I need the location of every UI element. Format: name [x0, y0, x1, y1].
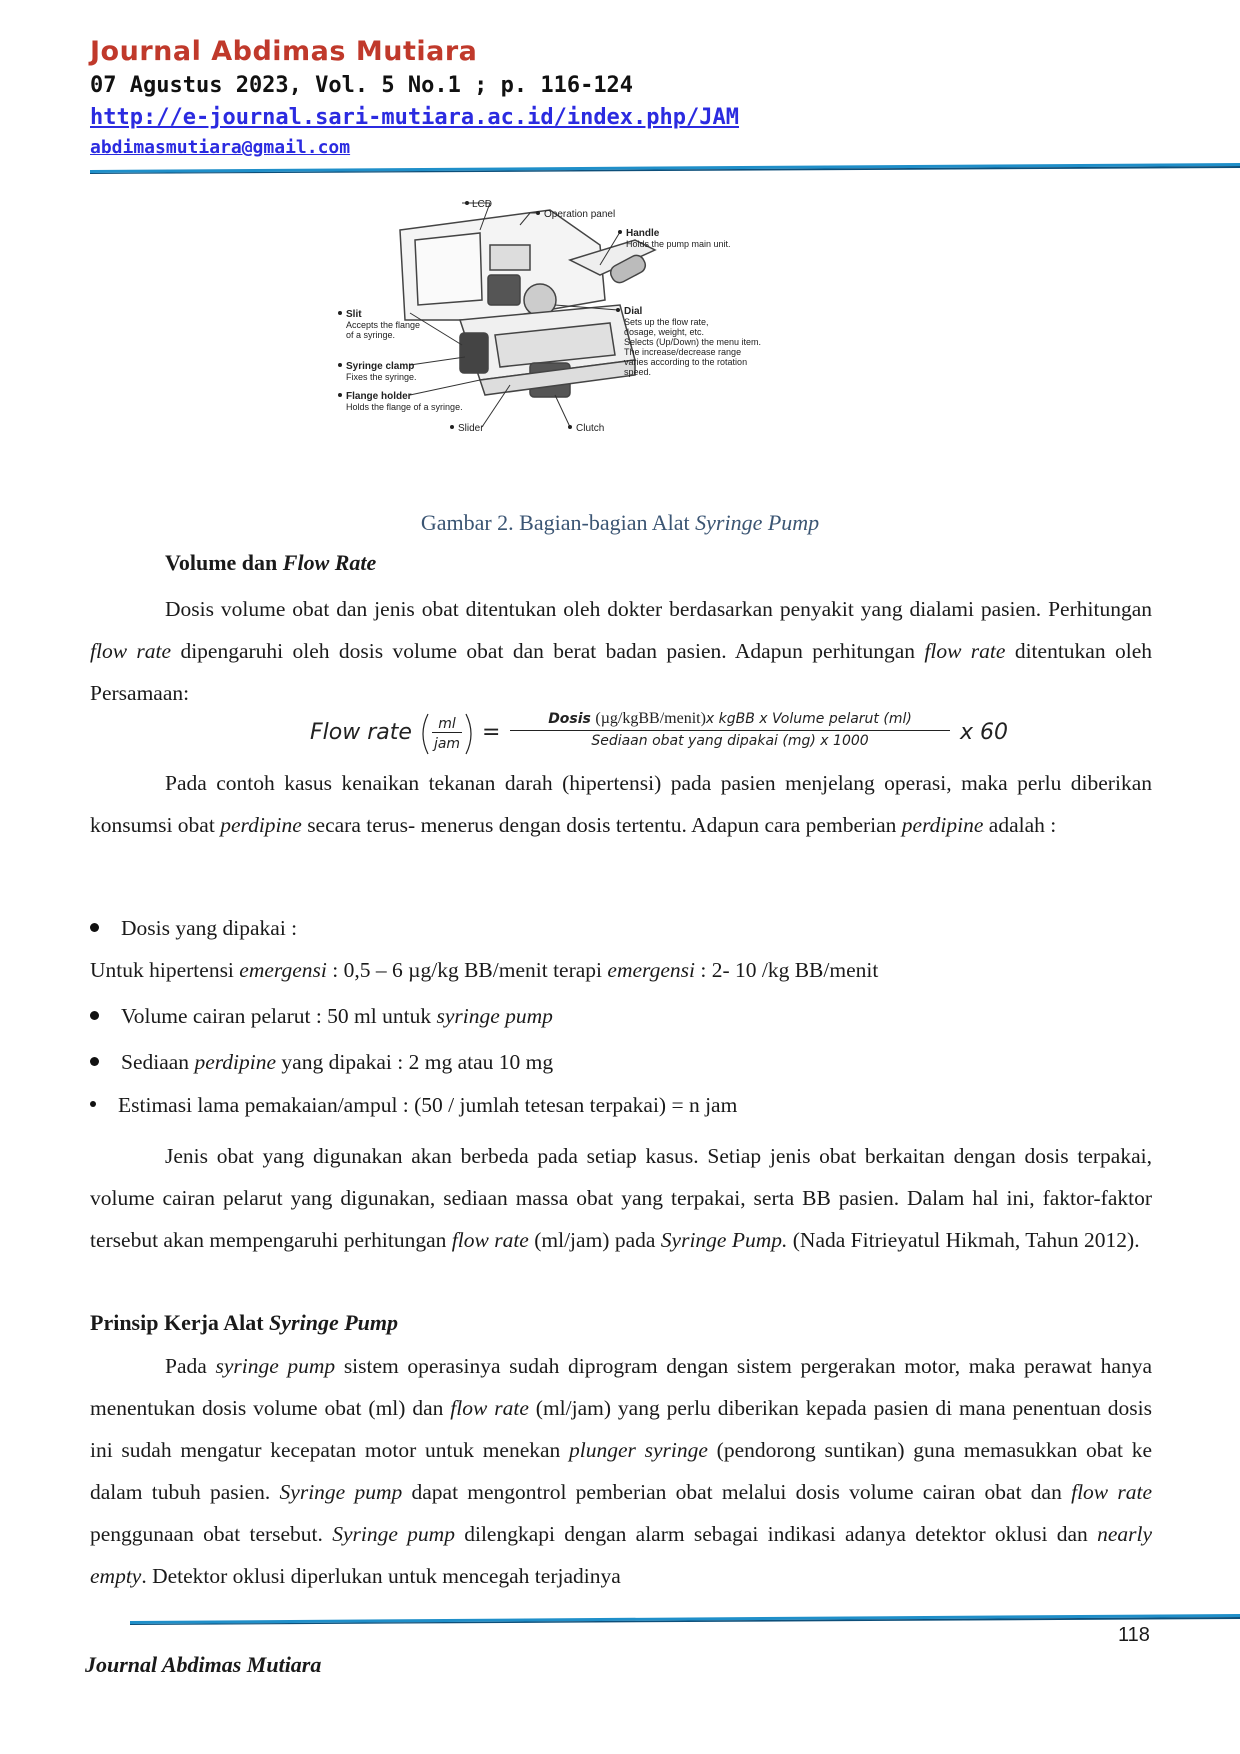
flow-rate-formula [310, 710, 1010, 760]
list-item-volume [90, 1000, 553, 1032]
label-handle: Handle [626, 228, 660, 239]
bullet-icon [90, 1057, 99, 1066]
paragraph-4 [90, 1345, 1152, 1597]
formula-denominator: Sediaan obat yang dipakai (mg) x 1000 [591, 733, 869, 749]
footer-journal-title: Journal Abdimas Mutiara [85, 1652, 322, 1677]
text-span: sistem operasinya sudah diprogram dengan sistem pergerakan motor, maka perawat hanya menentukan dosis volume obat (ml) dan [90, 1354, 1153, 1420]
label-slit: Slit [346, 309, 362, 320]
hipertensi-line [90, 954, 878, 986]
text-span: penggunaan obat tersebut. [90, 1522, 333, 1546]
label-flange-holder: Flange holder [346, 391, 412, 402]
section-heading-volume [165, 550, 376, 576]
paragraph-1 [90, 588, 1152, 714]
num-rest: x kgBB x Volume pelarut (ml) [705, 711, 912, 727]
heading-text: Prinsip Kerja Alat [90, 1310, 270, 1335]
list-item-sediaan [90, 1046, 553, 1078]
label-slit-desc-1: Accepts the flange [346, 320, 421, 330]
list-item-dosis [90, 912, 297, 944]
syringe-pump-diagram [346, 199, 870, 490]
text-italic: perdipine [901, 813, 984, 837]
text-italic: Syringe pump [279, 1480, 403, 1504]
journal-email-link[interactable]: abdimasmutiara@gmail.com [90, 137, 351, 158]
label-syringe-clamp-desc: Fixes the syringe. [346, 372, 417, 382]
text-italic: perdipine [194, 1050, 277, 1074]
bullet-icon [90, 1011, 99, 1020]
label-dial-desc-6: speed. [624, 367, 652, 377]
bullet-text: Dosis yang dipakai : [121, 916, 298, 940]
caption-text: Gambar 2. Bagian-bagian Alat [420, 510, 696, 535]
text-span: Pada contoh kasus kenaikan tekanan darah (hipertensi) pada pasien menjelang operasi, maka perlu diberikan konsumsi obat [90, 771, 1152, 837]
label-dial-desc-3: Selects (Up/Down) the menu item. [624, 337, 762, 347]
text-span: (ml/jam) pada [528, 1228, 661, 1252]
label-dial-desc-1: Sets up the flow rate, [624, 317, 709, 327]
text-span: (ml/jam) yang perlu diberikan kepada pasien di mana penentuan dosis ini sudah mengatur kecepatan motor untuk menekan [90, 1396, 1152, 1462]
label-dial-desc-4: The increase/decrease range [624, 347, 742, 357]
list-item-estimasi [90, 1089, 737, 1121]
text-span: Untuk hipertensi [90, 958, 240, 982]
label-dial-desc-5: varies according to the rotation [624, 357, 748, 367]
text-italic: flow rate [90, 639, 172, 663]
text-italic: Syringe pump [332, 1522, 455, 1546]
text-span: yang dipakai : 2 mg atau 10 mg [276, 1050, 554, 1074]
text-span: dipengaruhi oleh dosis volume obat dan berat badan pasien. Adapun perhitungan [171, 639, 925, 663]
label-slider: Slider [458, 423, 484, 434]
heading-italic: Syringe Pump [269, 1310, 399, 1335]
caption-italic: Syringe Pump [695, 510, 820, 535]
text-italic: plunger syringe [569, 1438, 708, 1462]
text-italic: flow rate [924, 639, 1006, 663]
text-span: adalah : [983, 813, 1057, 837]
formula-label: Flow rate [310, 720, 412, 745]
unit-denominator: jam [433, 736, 461, 752]
formula-equals: = [482, 720, 501, 745]
text-span: dapat mengontrol pemberian obat melalui dosis volume cairan obat dan [402, 1480, 1072, 1504]
journal-header [90, 34, 739, 162]
label-lcd: LCD [472, 199, 493, 210]
text-span: . Detektor oklusi diperlukan untuk mencegah terjadinya [141, 1564, 621, 1588]
text-span: Jenis obat yang digunakan akan berbeda pada setiap kasus. Setiap jenis obat berkaitan dengan dosis terpakai, volume cairan pelarut yang digunakan, sediaan massa obat yang terpakai, serta BB pasien. Dalam hal ini, faktor-faktor tersebut akan mempengaruhi perhitungan [90, 1144, 1152, 1252]
journal-title: Journal Abdimas Mutiara [90, 36, 478, 67]
section-heading-prinsip [90, 1310, 398, 1336]
text-italic: flow rate [450, 1396, 529, 1420]
label-operation-panel: Operation panel [544, 209, 616, 220]
heading-italic: Flow Rate [282, 550, 377, 575]
bullet-icon [90, 1101, 96, 1107]
figure-caption [0, 510, 1240, 536]
unit-numerator: ml [432, 716, 462, 733]
label-dial-desc-2: dosage, weight, etc. [624, 327, 705, 337]
text-span: secara terus- menerus dengan dosis tertentu. Adapun cara pemberian [301, 813, 902, 837]
label-clutch: Clutch [576, 423, 605, 434]
text-italic: emergensi [239, 958, 327, 982]
text-italic: syringe pump [215, 1354, 336, 1378]
bullet-icon [90, 923, 99, 932]
bullet-text: Estimasi lama pemakaian/ampul : (50 / jumlah tetesan terpakai) = n jam [118, 1093, 738, 1117]
page-number: 118 [1118, 1624, 1150, 1646]
footer-divider [0, 1611, 1240, 1625]
text-italic: perdipine [220, 813, 302, 837]
num-dosis: Dosis [548, 711, 591, 727]
heading-text: Volume dan [165, 550, 283, 575]
text-italic: nearly empty [90, 1522, 1153, 1588]
formula-numerator [510, 710, 950, 731]
label-flange-holder-desc: Holds the flange of a syringe. [346, 402, 463, 412]
issue-info: 07 Agustus 2023, Vol. 5 No.1 ; p. 116-124 [90, 73, 634, 98]
label-dial: Dial [624, 306, 643, 317]
formula-multiplier: x 60 [960, 720, 1009, 745]
paragraph-2 [90, 762, 1152, 846]
text-span: Dosis volume obat dan jenis obat ditentukan oleh dokter berdasarkan penyakit yang dialami pasien. Perhitungan [165, 597, 1152, 621]
text-span: ditentukan oleh Persamaan: [90, 639, 1152, 705]
num-unit: (µg/kgBB/menit) [595, 710, 706, 727]
text-span: (Nada Fitrieyatul Hikmah, Tahun 2012). [787, 1228, 1140, 1252]
formula-fraction [510, 710, 950, 749]
text-italic: flow rate [1071, 1480, 1153, 1504]
text-span: : 0,5 – 6 µg/kg BB/menit terapi [326, 958, 608, 982]
header-divider [0, 160, 1240, 174]
label-slit-desc-2: of a syringe. [346, 330, 396, 340]
bullet-text: Sediaan [121, 1050, 195, 1074]
text-span: : 2- 10 /kg BB/menit [694, 958, 879, 982]
text-span: (pendorong suntikan) guna memasukkan obat ke dalam tubuh pasien. [90, 1438, 1152, 1504]
bullet-text: Volume cairan pelarut : 50 ml untuk [121, 1004, 437, 1028]
text-span: Pada [165, 1354, 216, 1378]
label-handle-desc: Holds the pump main unit. [626, 239, 731, 249]
formula-unit [414, 710, 474, 758]
text-span: dilengkapi dengan alarm sebagai indikasi adanya detektor oklusi dan [454, 1522, 1098, 1546]
label-syringe-clamp: Syringe clamp [346, 361, 415, 372]
text-italic: emergensi [607, 958, 695, 982]
paragraph-3 [90, 1135, 1152, 1261]
text-italic: flow rate [451, 1228, 529, 1252]
journal-url-link[interactable]: http://e-journal.sari-mutiara.ac.id/index.php/JAM [90, 105, 740, 130]
text-italic: syringe pump [436, 1004, 553, 1028]
text-italic: Syringe Pump. [660, 1228, 788, 1252]
